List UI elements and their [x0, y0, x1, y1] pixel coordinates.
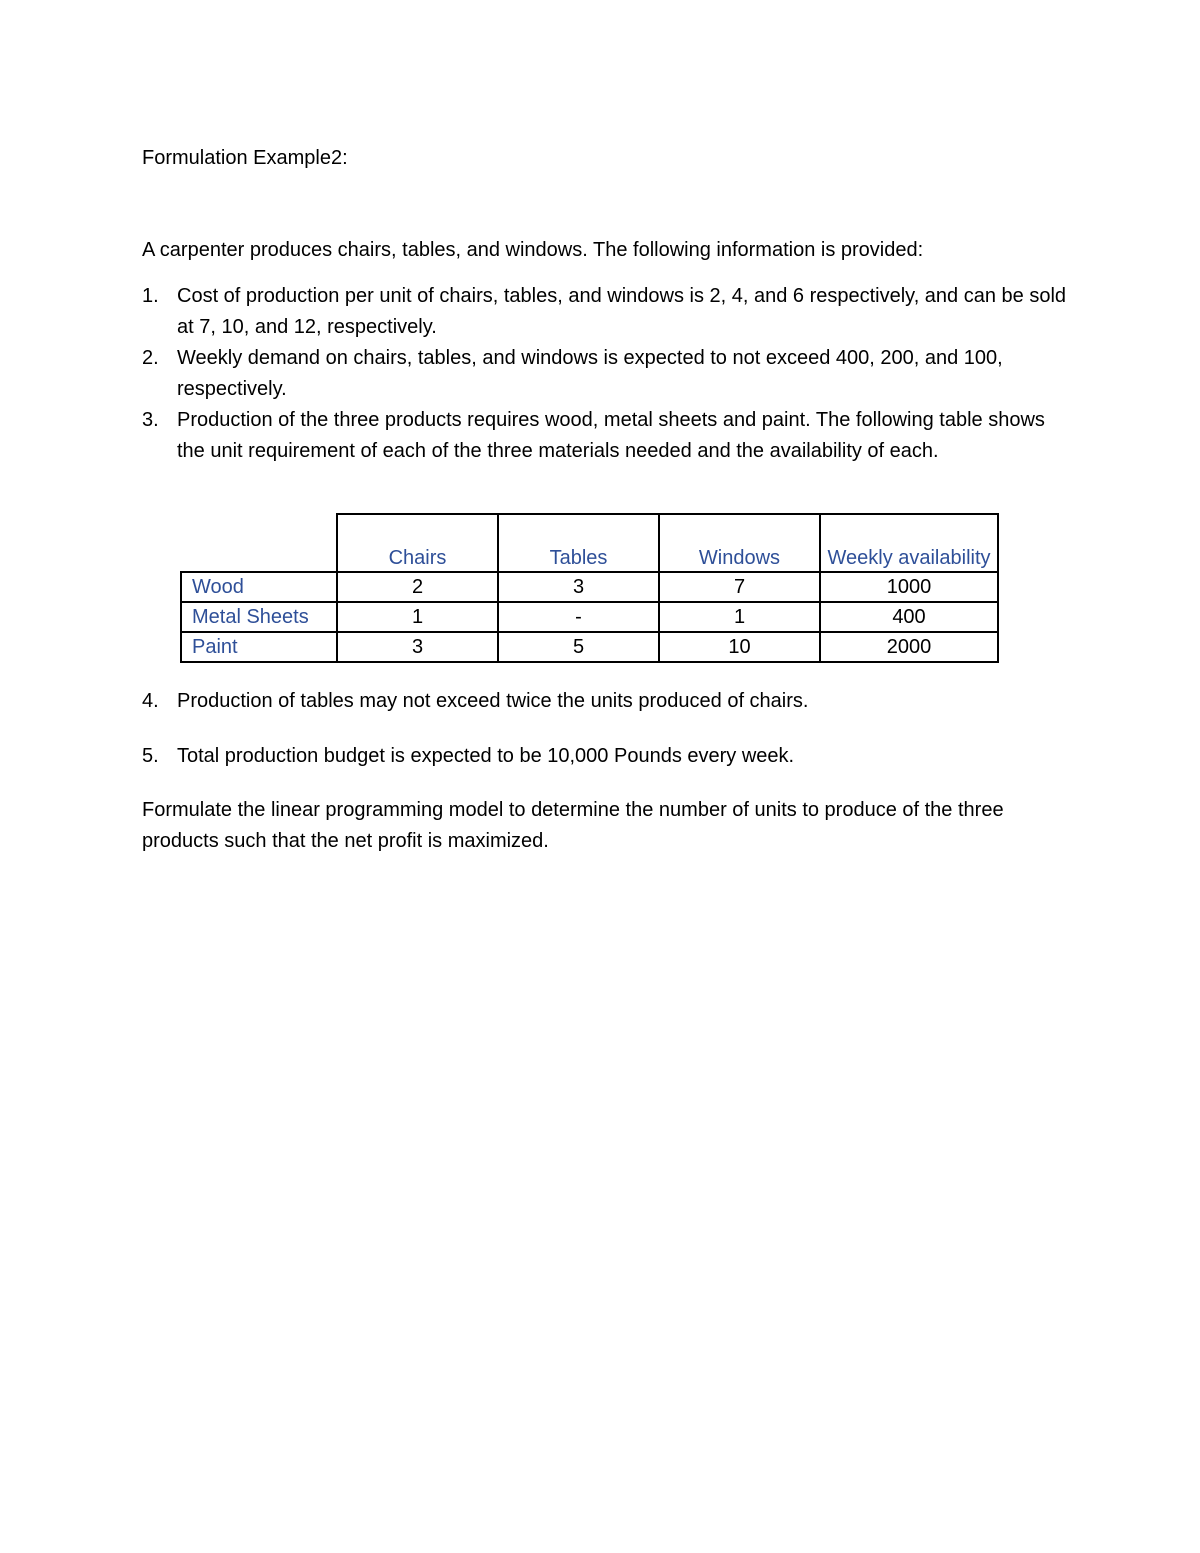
table-cell: 1000: [820, 572, 998, 602]
table-cell: -: [498, 602, 659, 632]
conclusion-paragraph: Formulate the linear programming model to determine the number of units to produce of the three products such that the net profit is maximized.: [142, 799, 1004, 852]
list-item-number: 1.: [142, 285, 159, 307]
list-item-text: Production of the three products requires wood, metal sheets and paint. The following table shows the unit requirement of each of the three materials needed and the availability of each.: [177, 409, 1045, 462]
table-header-row: [181, 514, 998, 572]
table-corner-cell: [181, 514, 337, 572]
list-item-number: 5.: [142, 745, 159, 767]
list-item: [142, 281, 1072, 343]
list-item-number: 4.: [142, 690, 159, 712]
table-row: [181, 632, 998, 662]
table-cell: 3: [498, 572, 659, 602]
row-header-paint: Paint: [181, 632, 337, 662]
intro-paragraph: A carpenter produces chairs, tables, and windows. The following information is provided:: [142, 239, 924, 261]
list-item-text: Production of tables may not exceed twice the units produced of chairs.: [177, 690, 809, 712]
table-cell: 1: [659, 602, 820, 632]
list-item: [142, 343, 1072, 405]
column-header-windows: Windows: [659, 514, 820, 572]
table-cell: 5: [498, 632, 659, 662]
row-header-wood: Wood: [181, 572, 337, 602]
list-item: [142, 405, 1072, 467]
table-cell: 3: [337, 632, 498, 662]
table-cell: 10: [659, 632, 820, 662]
list-item-number: 3.: [142, 409, 159, 431]
list-item-text: Total production budget is expected to be 10,000 Pounds every week.: [177, 745, 795, 767]
document-title: Formulation Example2:: [142, 147, 348, 169]
table-cell: 400: [820, 602, 998, 632]
list-item: [142, 686, 1072, 717]
column-header-chairs: Chairs: [337, 514, 498, 572]
table-cell: 1: [337, 602, 498, 632]
table-cell: 7: [659, 572, 820, 602]
list-item-text: Cost of production per unit of chairs, tables, and windows is 2, 4, and 6 respectively, and can be sold at 7, 10, and 12, respectively.: [177, 285, 1067, 338]
numbered-list-bottom: [142, 686, 1072, 796]
column-header-weekly-availability: Weekly availability: [820, 514, 998, 572]
list-item-text: Weekly demand on chairs, tables, and windows is expected to not exceed 400, 200, and 100, respectively.: [177, 347, 1003, 400]
materials-table: [180, 513, 999, 663]
table-cell: 2: [337, 572, 498, 602]
row-header-metal-sheets: Metal Sheets: [181, 602, 337, 632]
list-item-number: 2.: [142, 347, 159, 369]
column-header-tables: Tables: [498, 514, 659, 572]
list-item: [142, 741, 1072, 772]
table-row: [181, 572, 998, 602]
numbered-list-top: [142, 281, 1072, 467]
table-row: [181, 602, 998, 632]
table-cell: 2000: [820, 632, 998, 662]
